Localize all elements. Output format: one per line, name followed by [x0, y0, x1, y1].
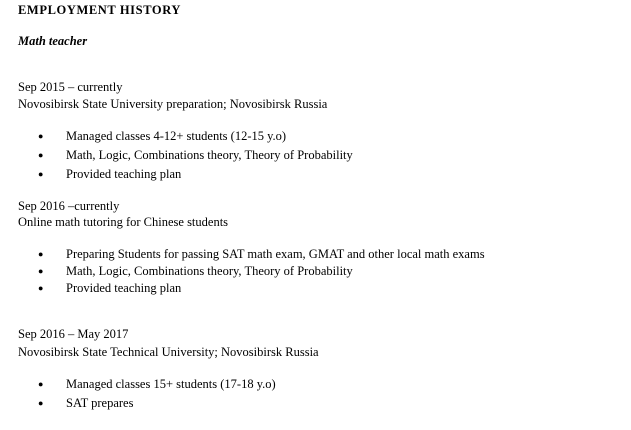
- bullet-icon: ●: [38, 150, 44, 160]
- job-2-organization: Online math tutoring for Chinese students: [18, 215, 229, 229]
- job-3-dates: Sep 2016 – May 2017: [18, 327, 129, 341]
- bullet-icon: ●: [38, 169, 44, 179]
- job-2-duty-2: ● Math, Logic, Combinations theory, Theory of Probability: [38, 264, 353, 278]
- job-1-duty-1: ● Managed classes 4-12+ students (12-15 y.o): [38, 129, 287, 143]
- job-2-duty-3: ● Provided teaching plan: [38, 281, 182, 295]
- bullet-icon: ●: [38, 379, 44, 389]
- bullet-icon: ●: [38, 398, 44, 408]
- job-3-duty-2: ● SAT prepares: [38, 396, 134, 410]
- job-1-dates: Sep 2015 – currently: [18, 80, 123, 94]
- job-2-duty-1: ● Preparing Students for passing SAT math exam, GMAT and other local math exams: [38, 247, 485, 261]
- job-3-organization: Novosibirsk State Technical University; Novosibirsk Russia: [18, 345, 319, 359]
- bullet-icon: ●: [38, 283, 44, 293]
- job-1-duty-2: ● Math, Logic, Combinations theory, Theory of Probability: [38, 148, 353, 162]
- bullet-icon: ●: [38, 266, 44, 276]
- job-3-duty-1: ● Managed classes 15+ students (17-18 y.o): [38, 377, 276, 391]
- job-1-duty-3: ● Provided teaching plan: [38, 167, 182, 181]
- section-title: EMPLOYMENT HISTORY: [18, 3, 182, 17]
- role-title: Math teacher: [18, 34, 88, 48]
- bullet-icon: ●: [38, 131, 44, 141]
- job-1-organization: Novosibirsk State University preparation; Novosibirsk Russia: [18, 97, 328, 111]
- job-2-dates: Sep 2016 –currently: [18, 199, 120, 213]
- bullet-icon: ●: [38, 249, 44, 259]
